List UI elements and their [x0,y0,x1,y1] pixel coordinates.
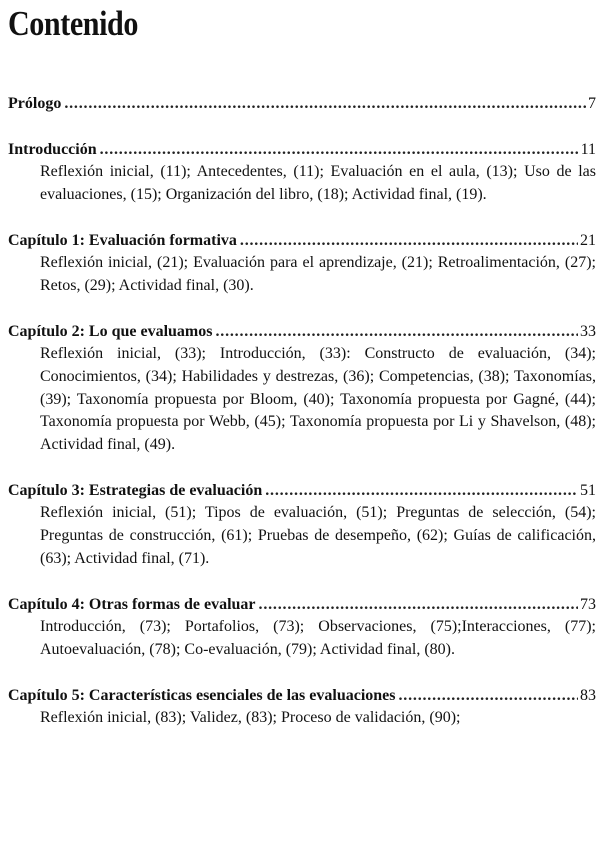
toc-page-number: 7 [588,95,596,112]
dot-leader [259,593,578,616]
toc-entry-title: Introducción [8,141,97,158]
toc-entry-heading [8,320,596,343]
toc-entry-title: Prólogo [8,95,62,112]
toc-entry-description: Reflexión inicial, (11); Antecedentes, (11); Evaluación en el aula, (13); Uso de las evaluaciones, (15); Organización del libro, (18); Actividad final, (19). [40,163,596,203]
toc-page-number: 21 [580,232,596,250]
dot-leader [240,229,578,252]
toc-page-number: 11 [580,141,596,158]
toc-entry-heading [8,138,596,161]
toc-entry-prologo [8,92,596,115]
toc-entry-heading [8,593,596,616]
toc-entry-title: Capítulo 5: Características esenciales de las evaluaciones [8,687,396,705]
toc-entry-description: Reflexión inicial, (83); Validez, (83); Proceso de validación, (90); [40,709,461,727]
toc-page-number: 51 [580,482,596,500]
toc-entry-description: Reflexión inicial, (51); Tipos de evaluación, (51); Preguntas de selección, (54); Preguntas de construcción, (61); Pruebas de desempeño, (62); Guías de calificación, (63); Actividad final, (71). [40,504,596,567]
page-title: Contenido [8,4,138,43]
toc-page-number: 83 [580,687,596,705]
toc-entry-capitulo-4 [8,593,596,661]
dot-leader [265,479,578,502]
table-of-contents [8,92,596,753]
toc-entry-description: Reflexión inicial, (21); Evaluación para el aprendizaje, (21); Retroalimentación, (27); Retos, (29); Actividad final, (30). [40,254,596,294]
toc-entry-title: Capítulo 3: Estrategias de evaluación [8,482,263,500]
toc-entry-title: Capítulo 4: Otras formas de evaluar [8,596,256,614]
toc-entry-heading [8,684,596,707]
toc-entry-capitulo-3 [8,479,596,570]
toc-entry-capitulo-2 [8,320,596,456]
toc-entry-description: Reflexión inicial, (33); Introducción, (33): Constructo de evaluación, (34); Conocimientos, (34); Habilidades y destrezas, (36); Competencias, (38); Taxonomías, (39); Taxonomía propuesta por Bloom, (40); Taxonomía propuesta por Gagné, (44); Taxonomía propuesta por Webb, (45); Taxonomía propuesta por Li y Shavelson, (48); Actividad final, (49). [40,345,596,453]
toc-entry-title: Capítulo 1: Evaluación formativa [8,232,237,250]
toc-entry-description: Introducción, (73); Portafolios, (73); Observaciones, (75);Interacciones, (77); Autoevaluación, (78); Co-evaluación, (79); Actividad final, (80). [40,618,596,658]
dot-leader [399,684,579,707]
dot-leader [64,92,586,115]
toc-entry-introduccion [8,138,596,206]
toc-entry-title: Capítulo 2: Lo que evaluamos [8,323,213,341]
toc-entry-heading [8,229,596,252]
dot-leader [100,138,579,161]
toc-entry-capitulo-1 [8,229,596,297]
toc-page-number: 73 [580,596,596,614]
toc-page-number: 33 [580,323,596,341]
dot-leader [215,320,578,343]
toc-entry-heading [8,479,596,502]
toc-entry-heading [8,92,596,115]
toc-entry-capitulo-5 [8,684,596,730]
